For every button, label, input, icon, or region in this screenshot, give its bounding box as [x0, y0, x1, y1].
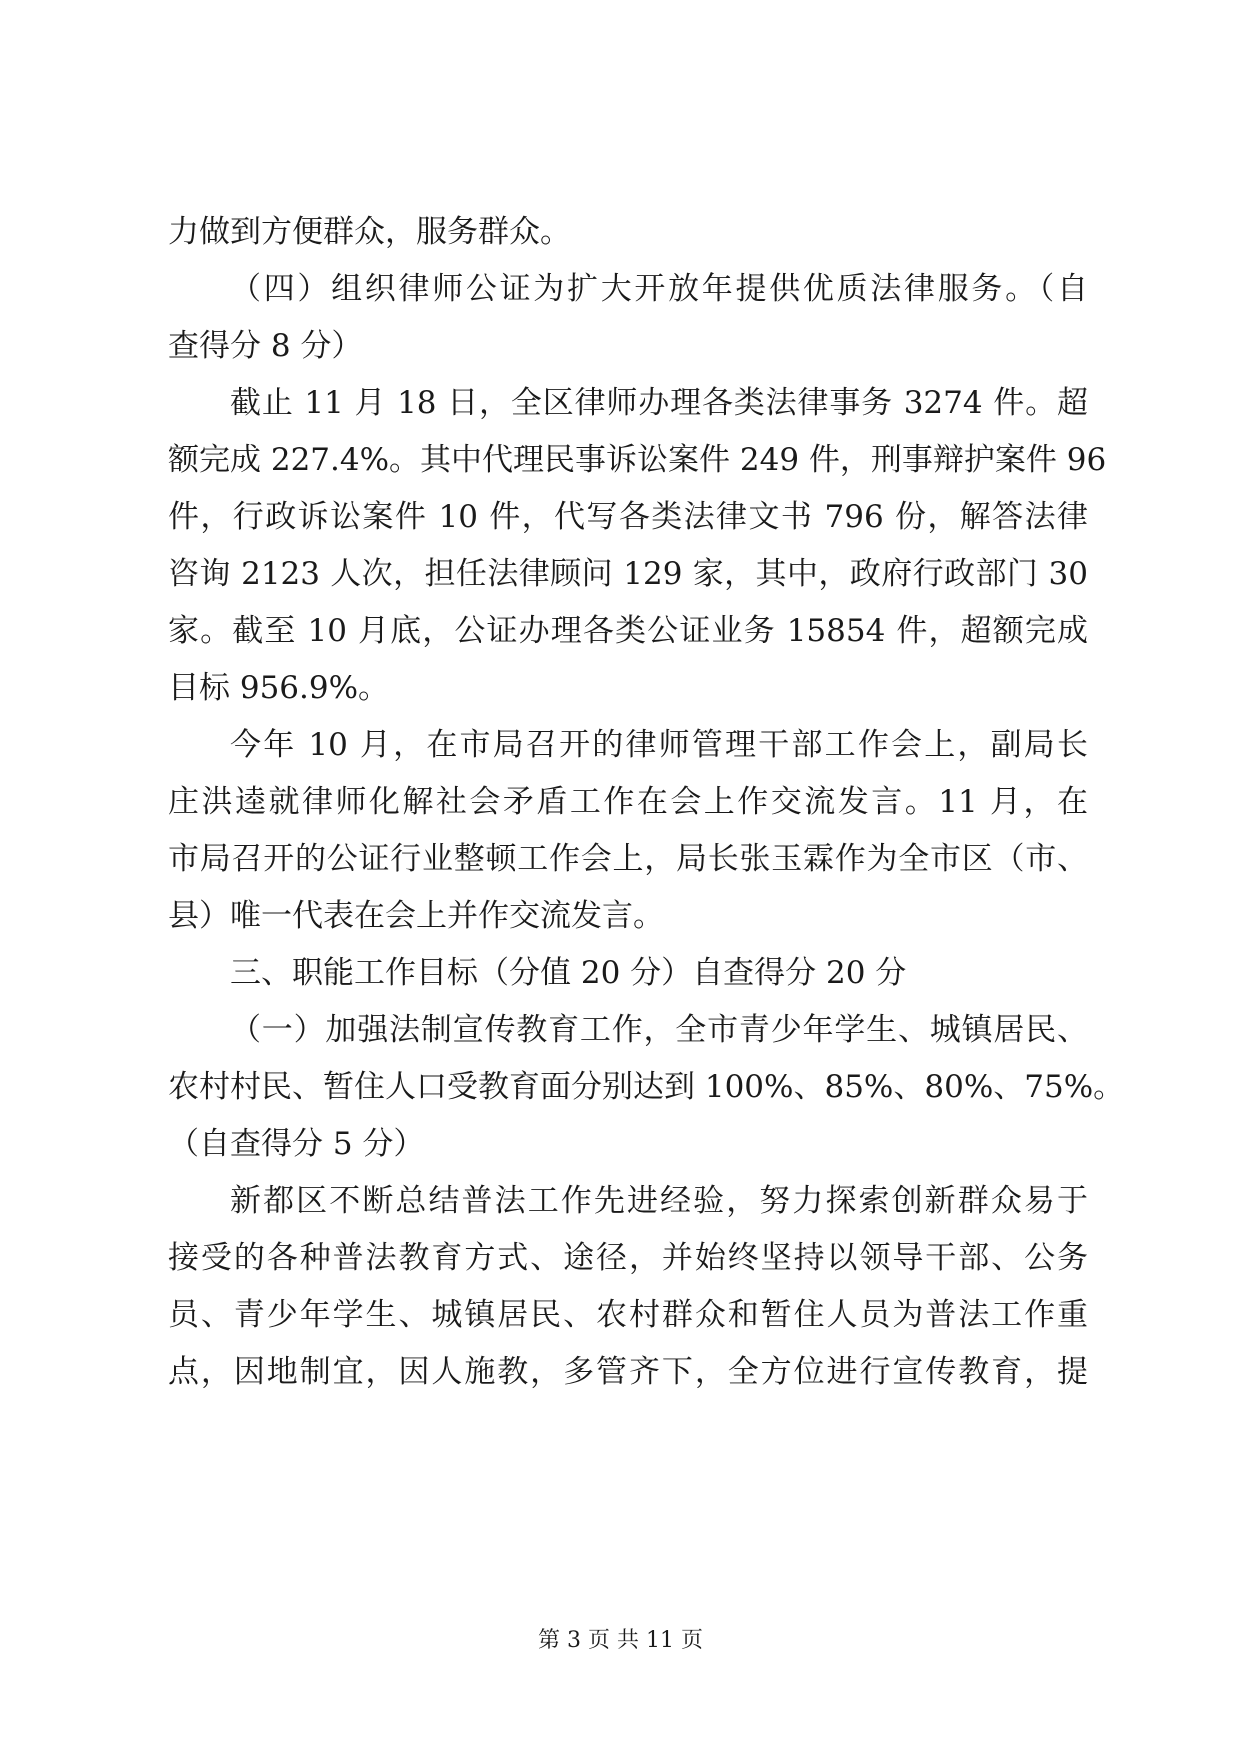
text-line: 市局召开的公证行业整顿工作会上，局长张玉霖作为全市区（市、: [168, 841, 1088, 877]
text-line: 力做到方便群众，服务群众。: [168, 214, 571, 250]
text-line: 家。截至 10 月底，公证办理各类公证业务 15854 件，超额完成: [168, 613, 1088, 649]
text-line: （四）组织律师公证为扩大开放年提供优质法律服务。（自: [230, 271, 1088, 307]
text-line: 点，因地制宜，因人施教，多管齐下，全方位进行宣传教育，提: [168, 1354, 1088, 1390]
section-heading: 三、职能工作目标（分值 20 分）自查得分 20 分: [230, 955, 907, 991]
text-line: 今年 10 月，在市局召开的律师管理干部工作会上，副局长: [230, 727, 1088, 763]
text-line: 查得分 8 分）: [168, 328, 363, 364]
text-line: 截止 11 月 18 日，全区律师办理各类法律事务 3274 件。超: [230, 385, 1088, 421]
text-line: （一）加强法制宣传教育工作，全市青少年学生、城镇居民、: [230, 1012, 1088, 1048]
page-footer: 第 3 页 共 11 页: [538, 1628, 703, 1653]
text-line: 庄洪逵就律师化解社会矛盾工作在会上作交流发言。11 月，在: [168, 784, 1088, 820]
text-line: 目标 956.9%。: [168, 670, 390, 706]
text-line: 接受的各种普法教育方式、途径，并始终坚持以领导干部、公务: [168, 1240, 1088, 1276]
text-line: 县）唯一代表在会上并作交流发言。: [168, 898, 664, 934]
text-line: （自查得分 5 分）: [168, 1126, 425, 1162]
text-line: 农村村民、暂住人口受教育面分别达到 100%、85%、80%、75%。: [168, 1069, 1125, 1105]
text-line: 咨询 2123 人次，担任法律顾问 129 家，其中，政府行政部门 30: [168, 556, 1088, 592]
text-line: 员、青少年学生、城镇居民、农村群众和暂住人员为普法工作重: [168, 1297, 1088, 1333]
text-line: 新都区不断总结普法工作先进经验，努力探索创新群众易于: [230, 1183, 1088, 1219]
text-line: 额完成 227.4%。其中代理民事诉讼案件 249 件，刑事辩护案件 96: [168, 442, 1107, 478]
text-line: 件，行政诉讼案件 10 件，代写各类法律文书 796 份，解答法律: [168, 499, 1088, 535]
